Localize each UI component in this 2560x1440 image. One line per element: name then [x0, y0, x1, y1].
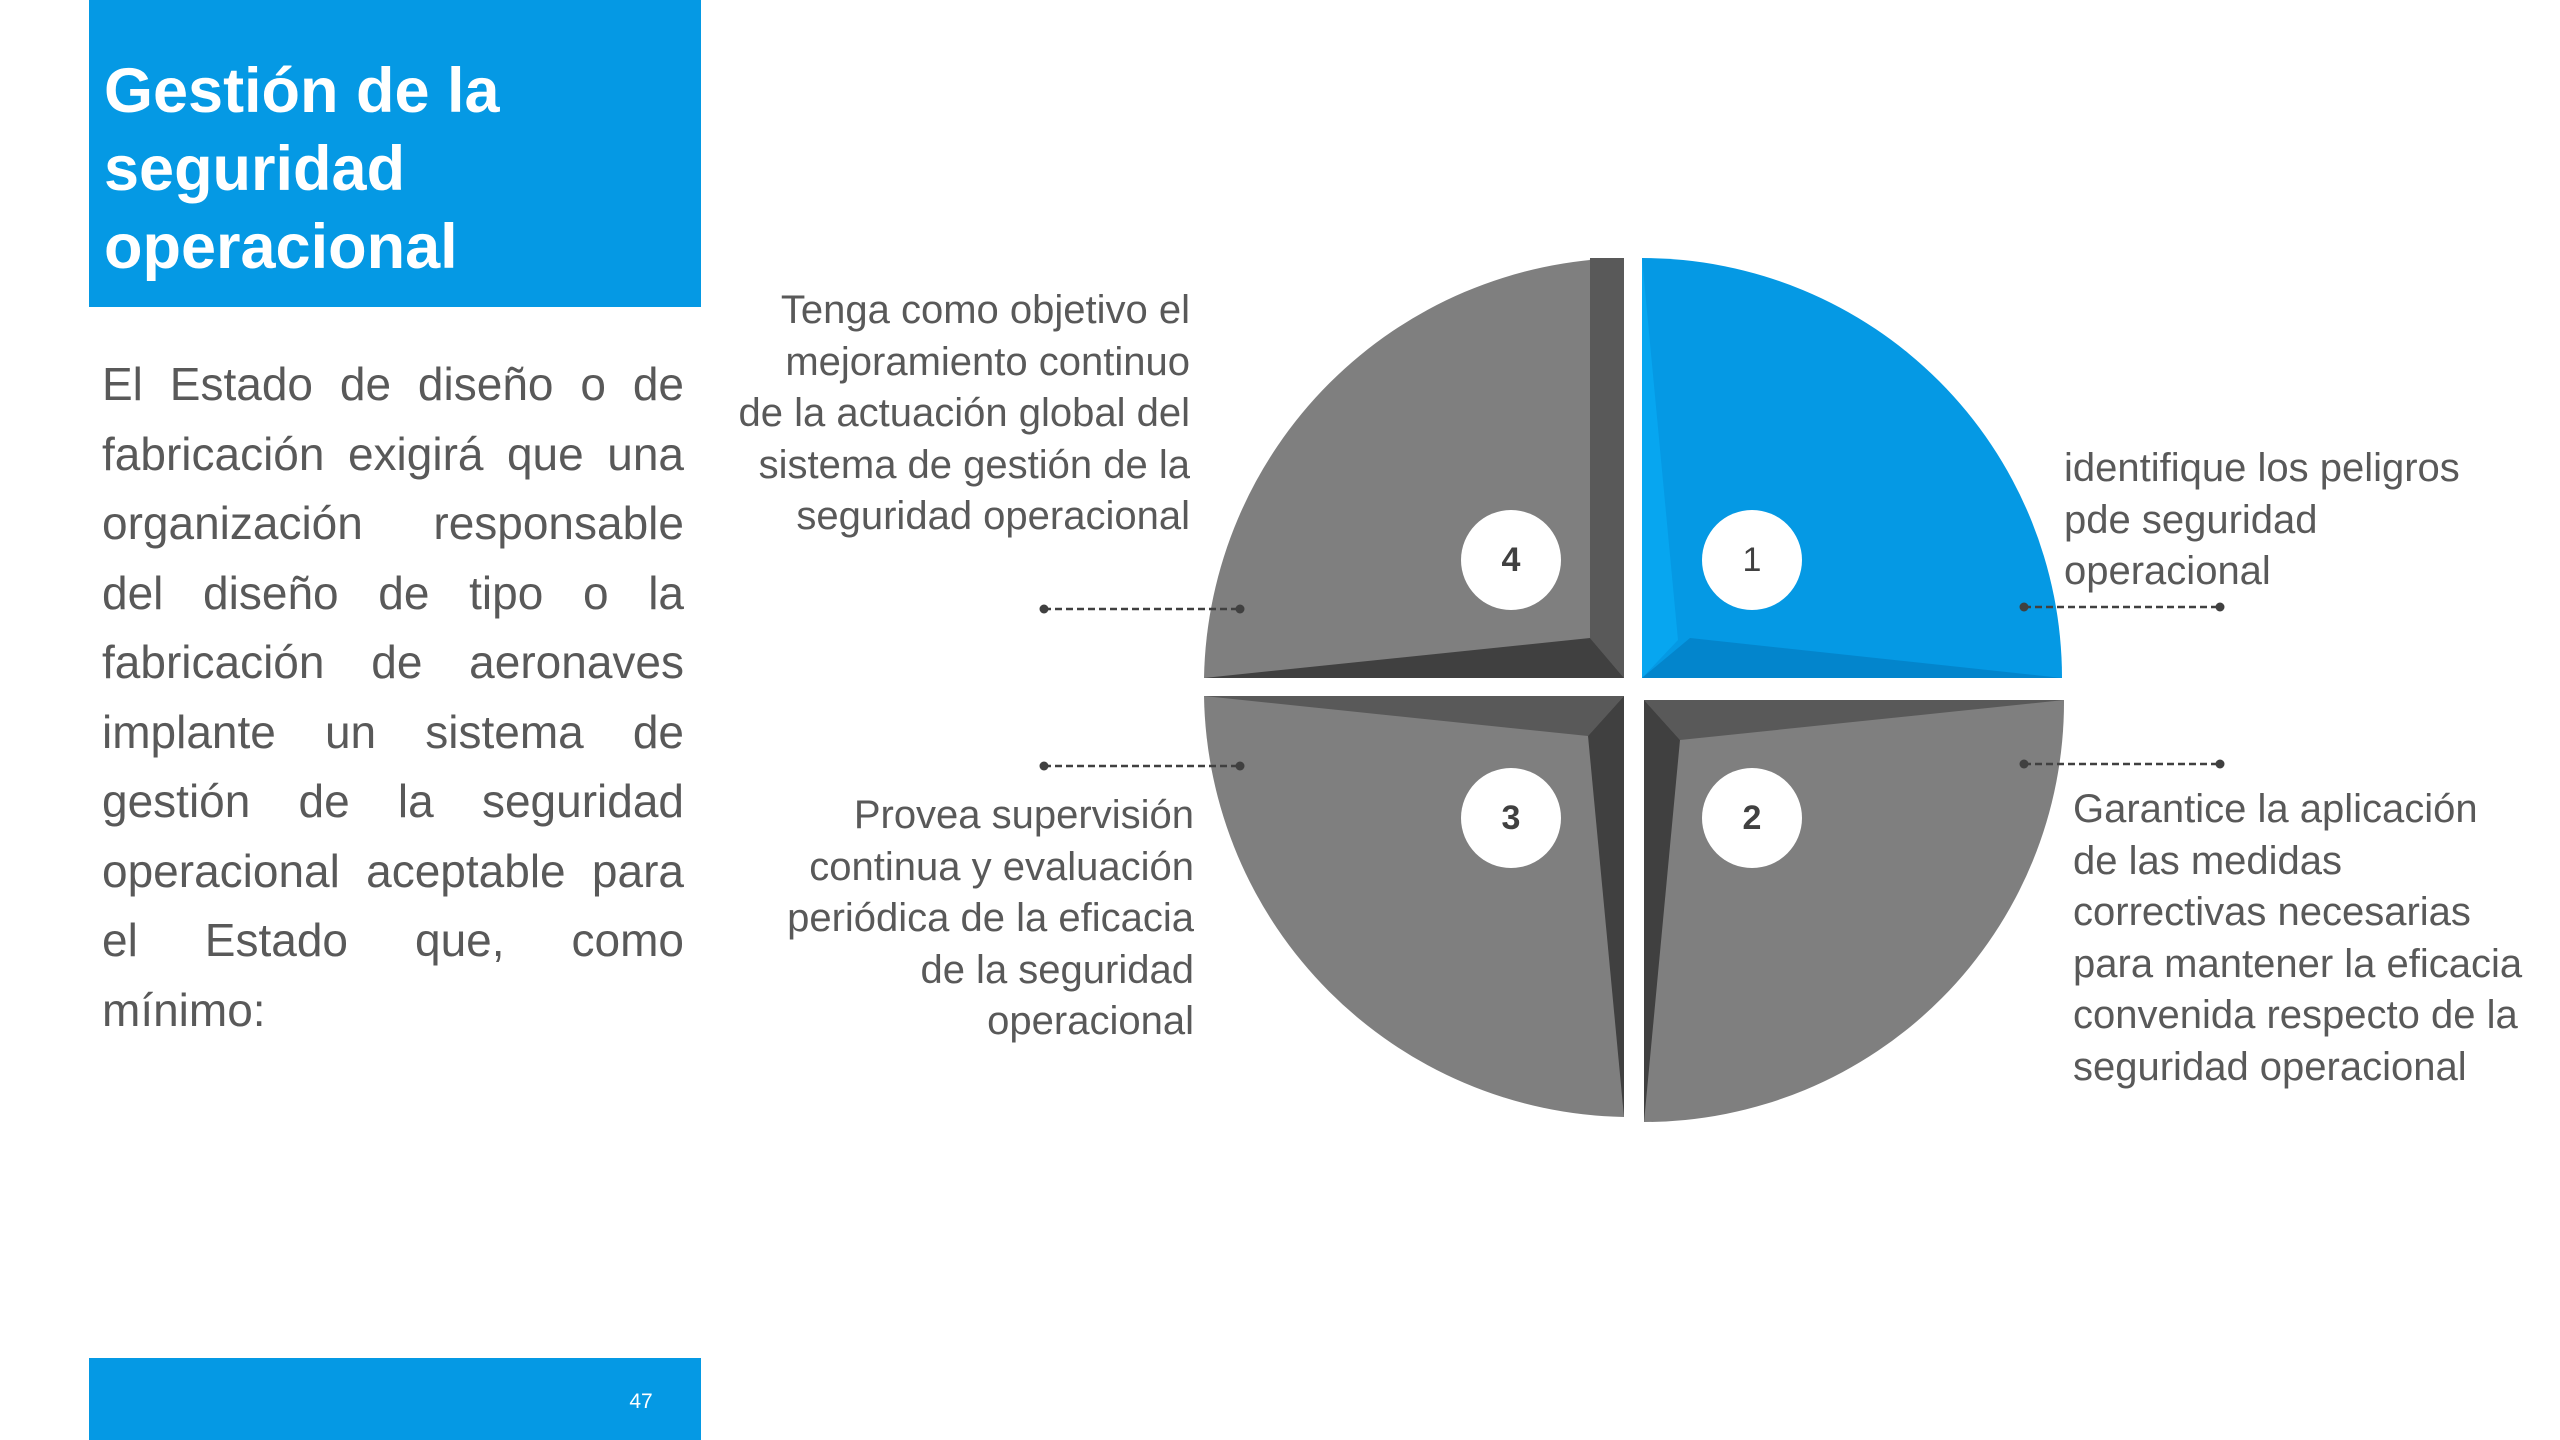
- segment-1: [1642, 258, 2062, 678]
- segment-label-1: identifique los peligros pde seguridad operacional: [2064, 446, 2460, 593]
- segment-number-4: 4: [1461, 510, 1561, 610]
- segment-number-3: 3: [1461, 768, 1561, 868]
- segment-label-4: Tenga como objetivo el mejoramiento continuo de la actuación global del sistema de gestión de la seguridad operacional: [738, 288, 1190, 538]
- footer-bar: [89, 1358, 701, 1440]
- segment-3: [1204, 696, 1624, 1117]
- segment-number-2: 2: [1702, 768, 1802, 868]
- body-paragraph: El Estado de diseño o de fabricación exigirá que una organización responsable del diseño de tipo o la fabricación de aeronaves implante un sistema de gestión de la seguridad operacional aceptable para el Estado que, como mínimo:: [102, 358, 684, 1036]
- segment-4: [1204, 258, 1624, 678]
- page-title: Gestión de la seguridad operacional: [104, 56, 500, 282]
- segment-label-2: Garantice la aplicación de las medidas correctivas necesarias para mantener la eficacia convenida respecto de la seguridad operacional: [2073, 787, 2523, 1089]
- segment-2: [1644, 700, 2064, 1122]
- page-number: 47: [629, 1390, 653, 1413]
- segment-number-1: 1: [1702, 510, 1802, 610]
- segment-label-3: Provea supervisión continua y evaluación periódica de la eficacia de la seguridad operacional: [787, 793, 1194, 1043]
